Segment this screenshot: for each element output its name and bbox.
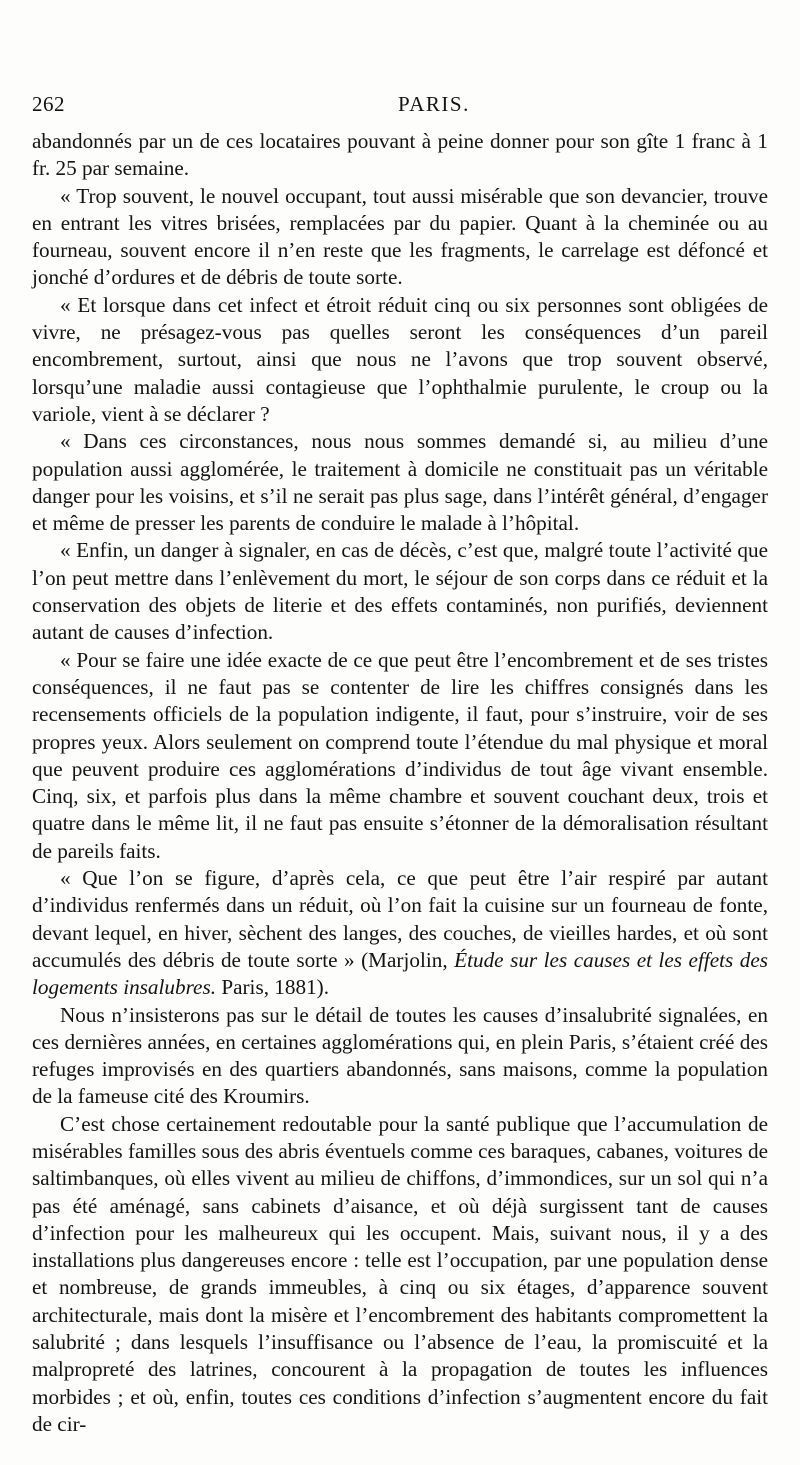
paragraph-9: C’est chose certainement redoutable pour la santé publique que l’accumulation de misérables familles sous des abris éventuels comme ces baraques, cabanes, voitures de saltimbanques, où elles vivent au milieu de chiffons, d’immondices, sur un sol qui n’a pas été aménagé, sans cabinets d’aisance, et où déjà surgissent tant de causes d’infection pour les malheureux qui les occupent. Mais, suivant nous, il y a des installations plus dangereuses encore : telle est l’occupation, par une population dense et nombreuse, de grands immeubles, à cinq ou six étages, d’apparence souvent architecturale, mais dont la misère et l’encombrement des habitants compromettent la salubrité ; dans lesquels l’insuffisance ou l’absence de l’eau, la promiscuité et la malpropreté des latrines, concourent à la propagation de toutes les influences morbides ; et où, enfin, toutes ces conditions d’infection s’augmentent encore du fait de cir-	[32, 1111, 768, 1436]
paragraph-5: « Enfin, un danger à signaler, en cas de décès, c’est que, malgré toute l’activité que l’on peut mettre dans l’enlèvement du mort, le séjour de son corps dans ce réduit et la conservation des objets de literie et des effets contaminés, non purifiés, deviennent autant de causes d’infection.	[32, 538, 768, 645]
running-title: PARIS.	[398, 92, 470, 116]
page-number: 262	[32, 92, 65, 116]
paragraph-7-quote: « Que l’on se figure, d’après cela, ce que peut être l’air respiré par autant d’individus renfermés dans un réduit, où l’on fait la cuisine sur un fourneau de fonte, devant lequel, en hiver, sèchent des langes, des couches, de vieilles hardes, et où sont accumulés des débris de toute sorte » (Marjolin,	[32, 866, 768, 972]
paragraph-1: abandonnés par un de ces locataires pouvant à peine donner pour son gîte 1 franc à 1 fr. 25 par semaine.	[32, 129, 768, 181]
cited-work-title: Étude sur les causes et les effets des logements insalubres.	[32, 947, 769, 1000]
page-header	[30, 88, 770, 128]
body-text	[32, 128, 768, 1438]
paragraph-4: « Dans ces circonstances, nous nous sommes demandé si, au milieu d’une population aussi agglomérée, le traitement à domicile ne constituait pas un véritable danger pour les voisins, et s’il ne serait pas plus sage, dans l’intérêt général, d’engager et même de presser les parents de conduire le malade à l’hôpital.	[32, 429, 768, 536]
paragraph-6: « Pour se faire une idée exacte de ce que peut être l’encombrement et de ses tristes conséquences, il ne faut pas se contenter de lire les chiffres consignés dans les recensements officiels de la population indigente, il faut, pour s’instruire, voir de ses propres yeux. Alors seulement on comprend toute l’étendue du mal physique et moral que peuvent produire ces agglomérations d’individus de tout âge vivant ensemble. Cinq, six, et parfois plus dans la même chambre et souvent couchant deux, trois et quatre dans le même lit, il ne faut pas ensuite s’étonner de la démoralisation résultant de pareils faits.	[32, 647, 768, 863]
paragraph-8: Nous n’insisterons pas sur le détail de toutes les causes d’insalubrité signalées, en ces dernières années, en certaines agglomérations qui, en plein Paris, s’étaient créé des refuges improvisés en des quartiers abandonnés, sans maisons, comme la population de la fameuse cité des Kroumirs.	[32, 1002, 768, 1109]
paragraph-3: « Et lorsque dans cet infect et étroit réduit cinq ou six personnes sont obligées de vivre, ne présagez-vous pas quelles seront les conséquences d’un pareil encombrement, surtout, ainsi que nous ne l’avons que trop souvent observé, lorsqu’une maladie aussi contagieuse que l’ophthalmie purulente, le croup ou la variole, vient à se déclarer ?	[32, 292, 768, 426]
paragraph-2: « Trop souvent, le nouvel occupant, tout aussi misérable que son devancier, trouve en entrant les vitres brisées, remplacées par du papier. Quant à la cheminée ou au fourneau, souvent encore il n’en reste que les fragments, le carrelage est défoncé et jonché d’ordures et de débris de toute sorte.	[32, 183, 768, 290]
paragraph-7	[32, 865, 768, 1001]
citation-tail: Paris, 1881).	[216, 975, 330, 1000]
